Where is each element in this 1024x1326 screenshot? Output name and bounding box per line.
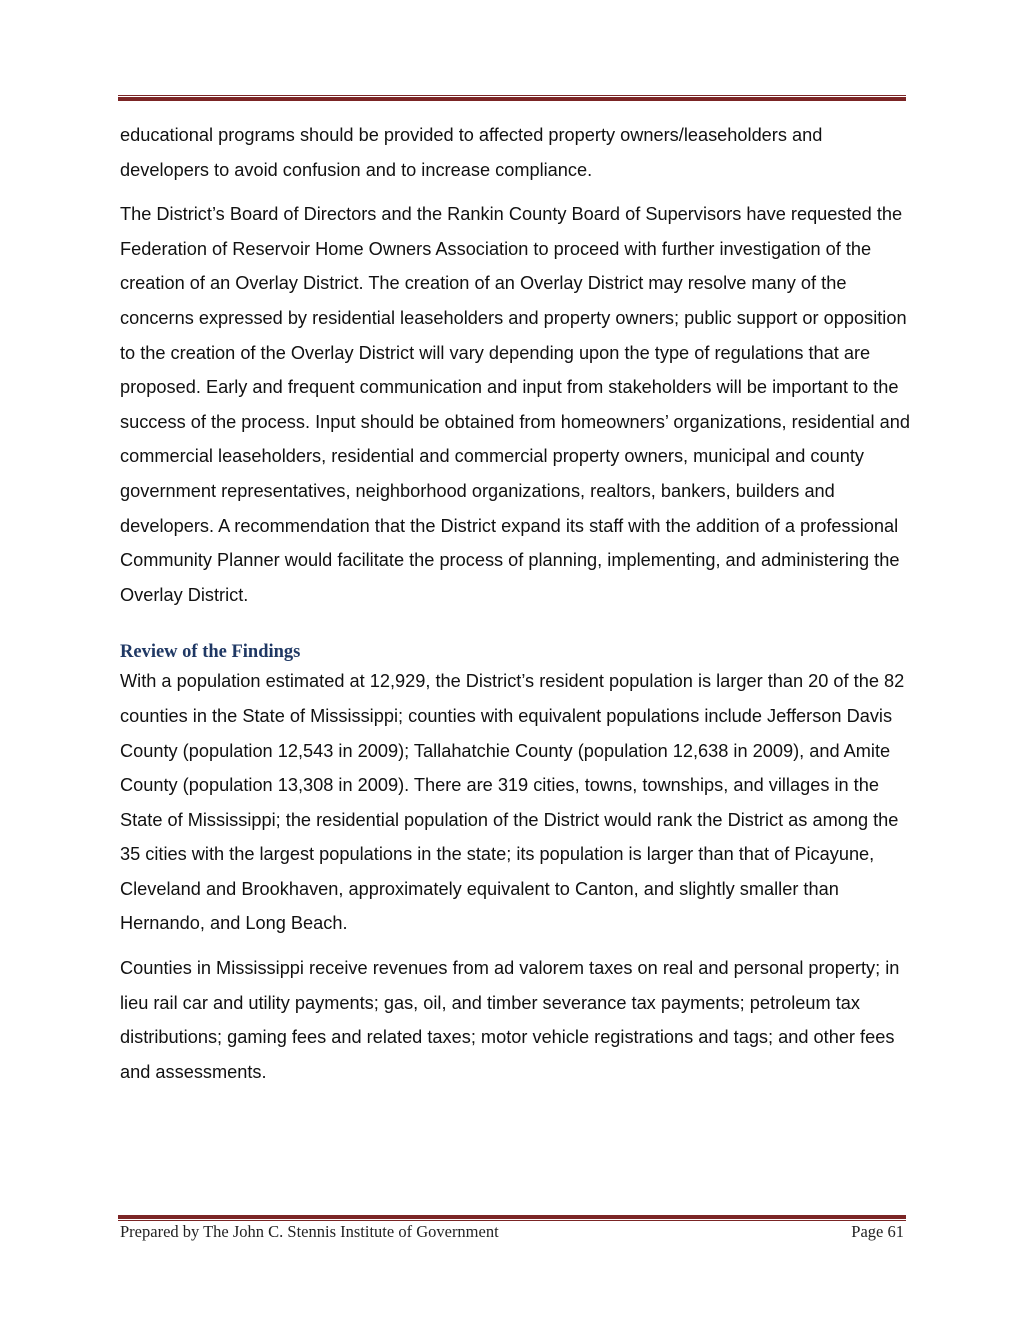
header-rule-thin: [118, 95, 906, 96]
page-footer: [120, 1222, 904, 1242]
header-rule: [118, 95, 906, 101]
footer-rule-thick: [118, 1215, 906, 1219]
paragraph-county-revenues: Counties in Mississippi receive revenues from ad valorem taxes on real and personal property; in lieu rail car and utility payments; gas, oil, and timber severance tax payments; petroleum tax distributions; gaming fees and related taxes; motor vehicle registrations and tags; and other fees and assessments.: [120, 958, 900, 1082]
header-rule-thick: [118, 97, 906, 101]
footer-attribution: Prepared by The John C. Stennis Institute of Government: [120, 1222, 499, 1241]
paragraph-overlay-district: The District’s Board of Directors and the Rankin County Board of Supervisors have requested the Federation of Reservoir Home Owners Association to proceed with further investigation of the creation of an Overlay District. The creation of an Overlay District may resolve many of the concerns expressed by residential leaseholders and property owners; public support or opposition to the creation of the Overlay District will vary depending upon the type of regulations that are proposed. Early and frequent communication and input from stakeholders will be important to the success of the process. Input should be obtained from homeowners’ organizations, residential and commercial leaseholders, residential and commercial property owners, municipal and county government representatives, neighborhood organizations, realtors, bankers, builders and developers. A recommendation that the District expand its staff with the addition of a professional Community Planner would facilitate the process of planning, implementing, and administering the Overlay District.: [120, 204, 910, 605]
footer-rule: [118, 1215, 906, 1221]
footer-rule-thin: [118, 1220, 906, 1221]
page-number: Page 61: [851, 1222, 904, 1241]
section-heading: Review of the Findings: [120, 642, 301, 663]
paragraph-population: With a population estimated at 12,929, the District’s resident population is larger than 20 of the 82 counties in the State of Mississippi; counties with equivalent populations include Jefferson Davis County (population 12,543 in 2009); Tallahatchie County (population 12,638 in 2009), and Amite County (population 13,308 in 2009). There are 319 cities, towns, townships, and villages in the State of Mississippi; the residential population of the District would rank the District as among the 35 cities with the largest populations in the state; its population is larger than that of Picayune, Cleveland and Brookhaven, approximately equivalent to Canton, and slightly smaller than Hernando, and Long Beach.: [120, 671, 905, 934]
page-content: [120, 118, 910, 1099]
paragraph-continued: educational programs should be provided to affected property owners/leaseholders and developers to avoid confusion and to increase compliance.: [120, 125, 823, 180]
